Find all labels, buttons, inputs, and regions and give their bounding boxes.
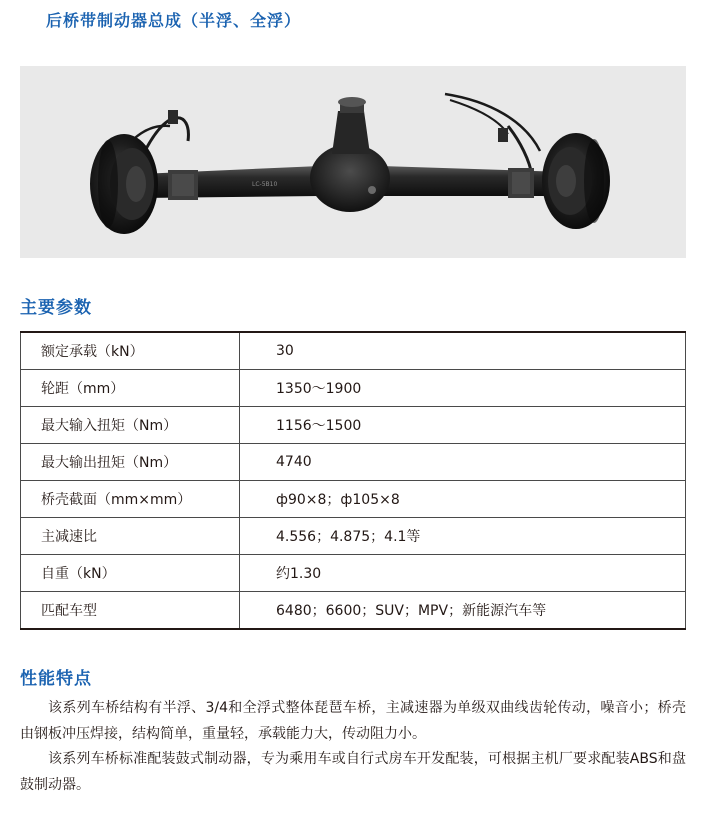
spec-value: ф90×8；ф105×8 — [240, 481, 686, 518]
table-row — [21, 518, 686, 555]
features-paragraph: 该系列车桥标准配装鼓式制动器，专为乘用车或自行式房车开发配装，可根据主机厂要求配装ABS和盘鼓制动器。 — [20, 751, 686, 793]
spec-value: 1156～1500 — [240, 407, 686, 444]
features-paragraph: 该系列车桥结构有半浮、3/4和全浮式整体琵琶车桥，主减速器为单级双曲线齿轮传动，噪音小；桥壳由钢板冲压焊接，结构简单，重量轻，承载能力大，传动阻力小。 — [20, 700, 686, 742]
product-photo — [20, 66, 686, 258]
spec-value: 4740 — [240, 444, 686, 481]
table-row — [21, 370, 686, 407]
page-title: 后桥带制动器总成（半浮、全浮） — [46, 11, 302, 30]
rear-axle-assembly-photo — [20, 66, 686, 258]
table-row — [21, 555, 686, 592]
specs-heading: 主要参数 — [20, 298, 92, 318]
spec-label: 主减速比 — [21, 518, 240, 555]
table-row — [21, 332, 686, 370]
table-row — [21, 407, 686, 444]
table-row — [21, 592, 686, 630]
spec-label: 自重（kN） — [21, 555, 240, 592]
spec-value: 6480；6600；SUV；MPV；新能源汽车等 — [240, 592, 686, 630]
spec-label: 轮距（mm） — [21, 370, 240, 407]
spec-value: 约1.30 — [240, 555, 686, 592]
spec-label: 匹配车型 — [21, 592, 240, 630]
spec-label: 最大输出扭矩（Nm） — [21, 444, 240, 481]
table-row — [21, 481, 686, 518]
spec-label: 桥壳截面（mm×mm） — [21, 481, 240, 518]
spec-value: 4.556；4.875；4.1等 — [240, 518, 686, 555]
spec-value: 1350～1900 — [240, 370, 686, 407]
housing-marking: LC-5B10 — [252, 181, 278, 188]
table-row — [21, 444, 686, 481]
spec-label: 最大输入扭矩（Nm） — [21, 407, 240, 444]
spec-value: 30 — [240, 332, 686, 370]
features-heading: 性能特点 — [20, 669, 92, 689]
spec-table — [20, 331, 686, 630]
spec-label: 额定承载（kN） — [21, 332, 240, 370]
features-body — [20, 696, 686, 798]
